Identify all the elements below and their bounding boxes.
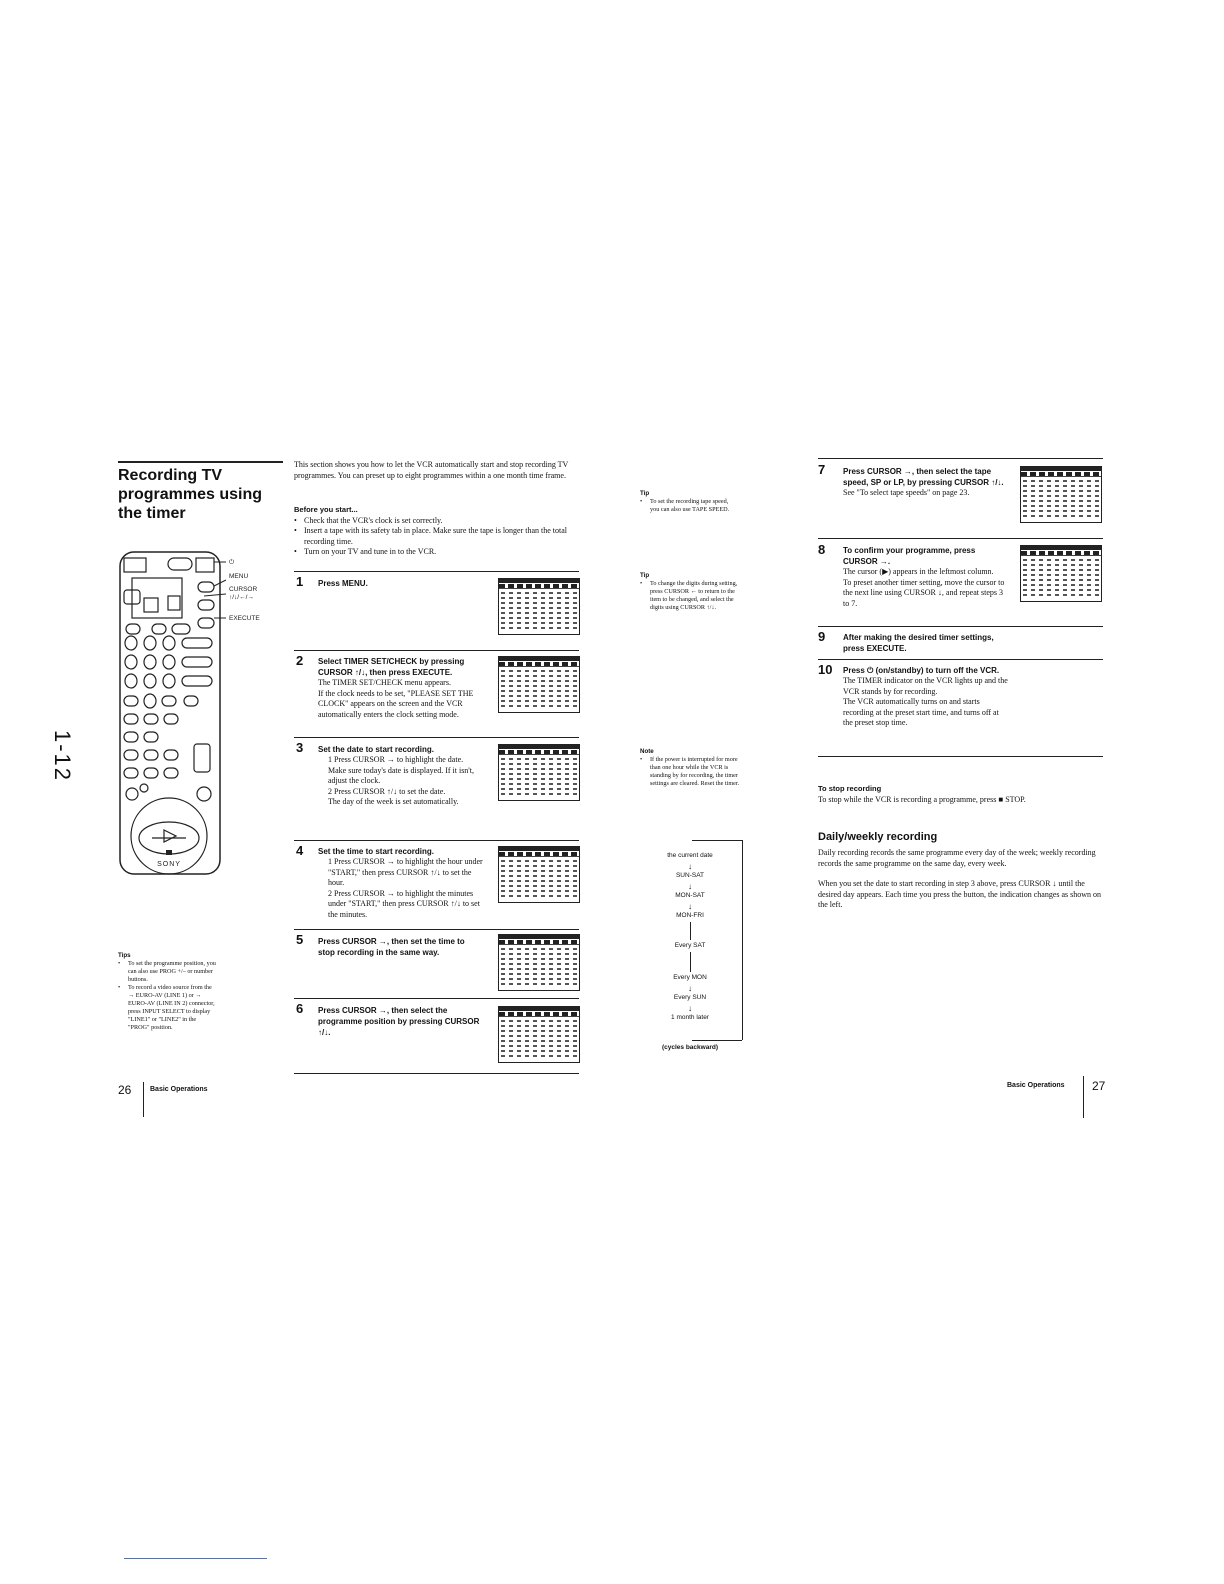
left-tips-heading: Tips (118, 952, 131, 959)
cycle-item-one-month-later: 1 month later (671, 1014, 709, 1021)
before-item-1: • Check that the VCR's clock is set correctly. (294, 516, 579, 527)
step-10-content (843, 665, 1008, 729)
step-4-heading: Set the time to start recording. (318, 847, 435, 856)
step-8-line-2: To preset another timer setting, move the cursor to the next line using CURSOR ↓, and repeat steps 3 to 7. (843, 577, 1005, 608)
cycle-note: (cycles backward) (661, 1044, 718, 1051)
step-7-number: 7 (818, 462, 826, 477)
step-5-number: 5 (296, 932, 304, 947)
right-steps-bottom-rule (818, 756, 1103, 757)
left-tips (118, 952, 218, 1032)
step-2-content (318, 656, 483, 720)
intro-paragraph: This section shows you how to let the VCR automatically start and stop recording TV programmes. You can preset up to eight programmes within a one month time frame. (294, 460, 569, 480)
daily-heading: Daily/weekly recording (818, 831, 938, 843)
right-tip-2 (640, 572, 740, 612)
step-7-heading: Press CURSOR →, then select the tape speed, SP or LP, by pressing CURSOR ↑/↓. (843, 467, 1004, 487)
step-7-content (843, 466, 1008, 499)
page-title: Recording TV programmes using the timer (118, 467, 263, 522)
step-4-content (318, 846, 483, 920)
left-bottom-rule (294, 1073, 579, 1074)
step-10-number: 10 (818, 662, 833, 677)
step-8-rule (818, 538, 1103, 539)
remote-power-label: ⏻ (229, 559, 235, 566)
remote-menu-label: MENU (229, 573, 249, 580)
step-8-content (843, 545, 1008, 609)
step-3-number: 3 (296, 740, 304, 755)
remote-arrows-label: ↑/↓/←/→ (229, 594, 254, 601)
before-item-2: • Insert a tape with its safety tab in place. Make sure the tape is longer than the total recording time. (294, 526, 579, 547)
programme-screen-osd (498, 1006, 580, 1063)
daily-weekly-cycle-diagram: the current date ↓ SUN-SAT ↓ MON-SAT ↓ MON-FRI Every SAT Every MON ↓ Every SUN ↓ 1 month later (cycles backward) (650, 840, 750, 1055)
right-footer-label: Basic Operations (1007, 1082, 1065, 1089)
before-heading: Before you start... (294, 505, 358, 514)
right-note-text: • If the power is interrupted for more than one hour while the VCR is standing by for recording, the timer settings are cleared. Reset the timer. (640, 756, 745, 788)
title-rule (118, 461, 283, 463)
stop-heading: To stop recording (818, 784, 882, 793)
right-footer-divider (1083, 1076, 1084, 1118)
step-3-line-2: Make sure today's date is displayed. If it isn't, adjust the clock. (328, 765, 474, 785)
cycle-item-every-sun: Every SUN (673, 994, 707, 1001)
step-8-line-1: The cursor (▶) appears in the leftmost column. (843, 567, 994, 576)
cycle-item-mon-sat: MON-SAT (675, 892, 705, 899)
right-note-heading: Note (640, 748, 654, 755)
step-3-line-4: The day of the week is set automatically. (328, 797, 459, 806)
step-10-heading: Press ⏻ (on/standby) to turn off the VCR. (843, 666, 1000, 675)
step-1-rule (294, 571, 579, 572)
stop-recording-section (818, 784, 1103, 805)
left-tip-2: • To record a video source from the → EURO-AV (LINE 1) or → EURO-AV (LINE IN 2) connector, press INPUT SELECT to display "LINE1" or "LINE2" in the "PROG" position. (118, 984, 218, 1032)
left-footer-label: Basic Operations (150, 1086, 208, 1093)
step-5-heading: Press CURSOR →, then set the time to stop recording in the same way. (318, 937, 465, 957)
remote-brand: SONY (157, 861, 181, 868)
step-6-heading: Press CURSOR →, then select the programme position by pressing CURSOR ↑/↓. (318, 1006, 480, 1037)
right-tip-1 (640, 490, 735, 514)
confirm-screen-osd (1020, 545, 1102, 602)
step-4-line-1: 1 Press CURSOR → to highlight the hour under "START," then press CURSOR ↑/↓ to set the hour. (328, 857, 483, 887)
step-1-number: 1 (296, 574, 304, 589)
step-10-line-1: The TIMER indicator on the VCR lights up and the VCR stands by for recording. (843, 676, 1008, 696)
step-7-line-1: See "To select tape speeds" on page 23. (843, 488, 970, 497)
left-footer-divider (143, 1082, 144, 1117)
cycle-item-every-sat: Every SAT (674, 942, 706, 949)
before-item-3: • Turn on your TV and tune in to the VCR. (294, 547, 579, 558)
step-4-rule (294, 840, 579, 841)
step-9-heading: After making the desired timer settings, press EXECUTE. (843, 633, 994, 653)
side-page-label: 1-12 (50, 730, 75, 783)
start-time-screen-osd (498, 846, 580, 903)
right-tip-1-heading: Tip (640, 490, 650, 497)
step-3-line-3: 2 Press CURSOR ↑/↓ to set the date. (328, 786, 446, 796)
step-3-content (318, 744, 483, 808)
bottom-blue-line (124, 1558, 267, 1559)
daily-weekly-section (818, 830, 1103, 911)
remote-control-illustration (112, 548, 272, 880)
right-tip-2-heading: Tip (640, 572, 650, 579)
step-3-rule (294, 737, 579, 738)
step-4-number: 4 (296, 843, 304, 858)
timer-set-screen-osd (498, 656, 580, 713)
before-you-start (294, 505, 579, 558)
step-8-heading: To confirm your programme, press CURSOR →. (843, 546, 976, 566)
step-8-number: 8 (818, 542, 826, 557)
step-3-line-1: 1 Press CURSOR → to highlight the date. (328, 755, 464, 764)
step-9-rule (818, 626, 1103, 627)
cycle-item-sun-sat: SUN-SAT (675, 872, 705, 879)
right-tip-1-text: • To set the recording tape speed, you can also use TAPE SPEED. (640, 498, 735, 514)
step-10-rule (818, 659, 1103, 660)
cycle-item-current-date: the current date (667, 852, 713, 859)
step-4-line-2: 2 Press CURSOR → to highlight the minutes under "START," then press CURSOR ↑/↓ to set the minutes. (328, 888, 480, 919)
step-2-heading: Select TIMER SET/CHECK by pressing CURSOR ↑/↓, then press EXECUTE. (318, 657, 465, 677)
daily-paragraph-1: Daily recording records the same programme every day of the week; weekly recording records the same programme on the same day, every week. (818, 848, 1096, 868)
step-5-rule (294, 929, 579, 930)
stop-text: To stop while the VCR is recording a programme, press ■ STOP. (818, 794, 1026, 804)
step-7-rule (818, 458, 1103, 459)
cycle-item-mon-fri: MON-FRI (676, 912, 704, 919)
tape-speed-screen-osd (1020, 466, 1102, 523)
step-2-line-1: The TIMER SET/CHECK menu appears. (318, 678, 451, 687)
step-1-heading: Press MENU. (318, 579, 368, 588)
step-2-line-2: If the clock needs to be set, "PLEASE SET THE CLOCK" appears on the screen and the VCR automatically enters the clock setting mode. (318, 688, 474, 719)
menu-screen-osd (498, 578, 580, 635)
step-3-heading: Set the date to start recording. (318, 745, 435, 754)
left-page-number: 26 (118, 1083, 132, 1097)
step-9-number: 9 (818, 629, 826, 644)
remote-cursor-label: CURSOR (229, 586, 258, 593)
daily-paragraph-2: When you set the date to start recording in step 3 above, press CURSOR ↓ until the desired day appears. Each time you press the button, the indication changes as shown on the left. (818, 879, 1102, 909)
right-tip-2-text: • To change the digits during setting, press CURSOR ← to return to the item to be changed, and select the digits using CURSOR ↑/↓. (640, 580, 740, 612)
step-2-number: 2 (296, 653, 304, 668)
stop-time-screen-osd (498, 934, 580, 991)
step-6-rule (294, 998, 579, 999)
step-10-line-2: The VCR automatically turns on and starts recording at the preset start time, and turns off at the preset stop time. (843, 697, 999, 727)
step-2-rule (294, 650, 579, 651)
step-6-number: 6 (296, 1001, 304, 1016)
date-screen-osd (498, 744, 580, 801)
right-page-number: 27 (1092, 1079, 1106, 1093)
remote-execute-label: EXECUTE (229, 615, 260, 622)
left-tip-1: • To set the programme position, you can also use PROG +/– or number buttons. (118, 960, 218, 984)
right-note (640, 748, 745, 788)
cycle-item-every-mon: Every MON (673, 974, 707, 981)
